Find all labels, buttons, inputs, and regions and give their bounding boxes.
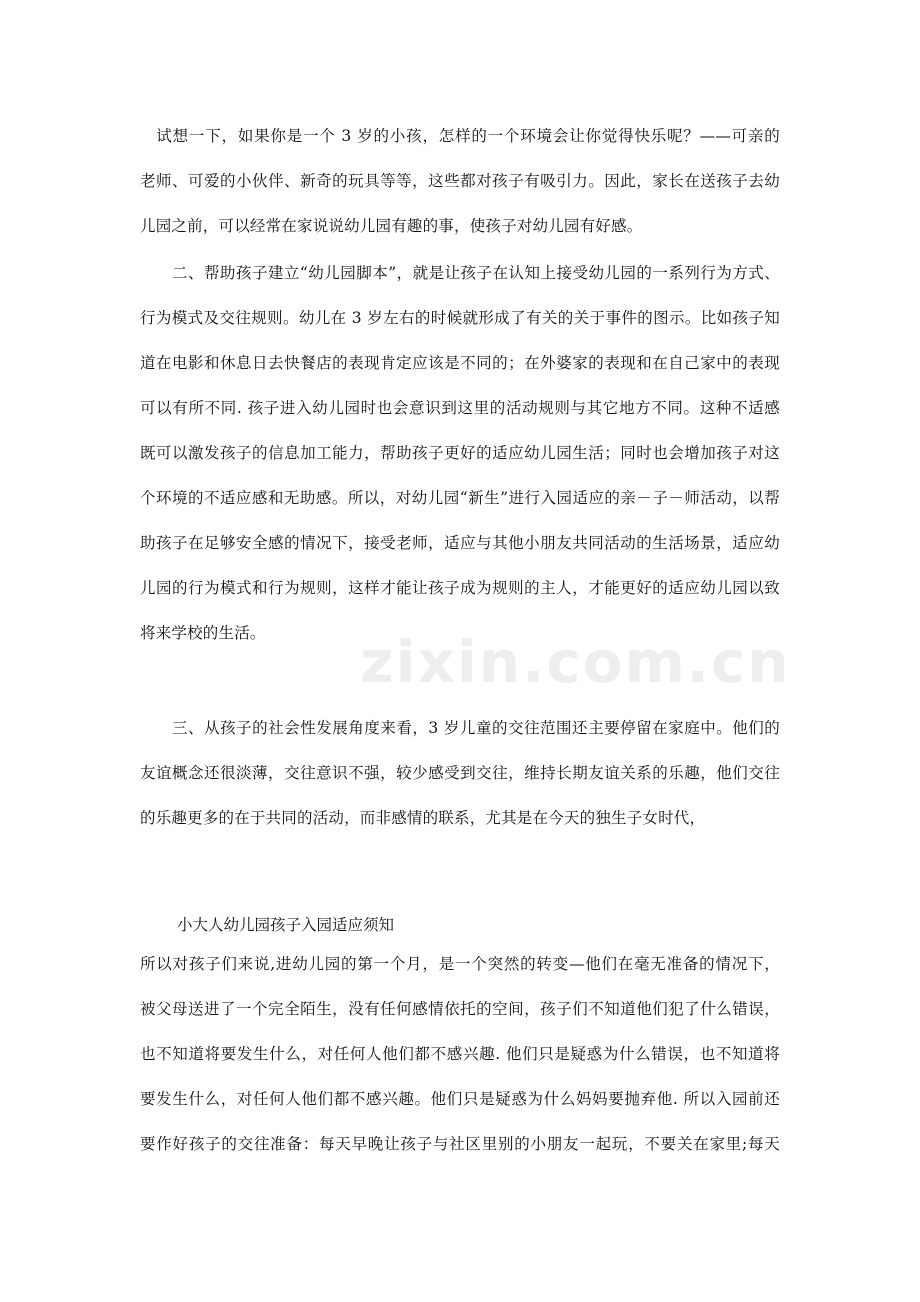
paragraph-section-three bbox=[140, 706, 780, 841]
document-subtitle: 小大人幼儿园孩子入园适应须知 bbox=[177, 916, 395, 934]
text-line: 可以有所不同. 孩子进入幼儿园时也会意识到这里的活动规则与其它地方不同。这种不适感 bbox=[140, 399, 780, 417]
text-line: 既可以激发孩子的信息加工能力，帮助孩子更好的适应幼儿园生活；同时也会增加孩子对这 bbox=[140, 444, 780, 462]
watermark: zixin.com.cn bbox=[360, 628, 791, 696]
text-line: 要作好孩子的交往准备：每天早晚让孩子与社区里别的小朋友一起玩，不要关在家里;每天 bbox=[140, 1135, 780, 1153]
text-line: 行为模式及交往规则。幼儿在 3 岁左右的时候就形成了有关的关于事件的图示。比如孩子知 bbox=[140, 309, 780, 327]
paragraph-closing bbox=[140, 942, 780, 1167]
text-line: 儿园的行为模式和行为规则，这样才能让孩子成为规则的主人，才能更好的适应幼儿园以致 bbox=[140, 579, 780, 597]
text-line: 老师、可爱的小伙伴、新奇的玩具等等，这些都对孩子有吸引力。因此，家长在送孩子去幼 bbox=[140, 172, 780, 190]
text-line: 三、从孩子的社会性发展角度来看，3 岁儿童的交往范围还主要停留在家庭中。他们的 bbox=[140, 719, 780, 737]
text-line: 试想一下，如果你是一个 3 岁的小孩，怎样的一个环境会让你觉得快乐呢？——可亲的 bbox=[140, 127, 780, 145]
text-line: 助孩子在足够安全感的情况下，接受老师，适应与其他小朋友共同活动的生活场景，适应幼 bbox=[140, 534, 780, 552]
text-line: 道在电影和休息日去快餐店的表现肯定应该是不同的；在外婆家的表现和在自己家中的表现 bbox=[140, 354, 780, 372]
text-line: 友谊概念还很淡薄，交往意识不强，较少感受到交往，维持长期友谊关系的乐趣，他们交往 bbox=[140, 764, 780, 782]
text-line: 儿园之前，可以经常在家说说幼儿园有趣的事，使孩子对幼儿园有好感。 bbox=[140, 217, 643, 235]
text-line: 个环境的不适应感和无助感。所以，对幼儿园“新生”进行入园适应的亲－子－师活动，以帮 bbox=[140, 489, 780, 507]
text-line: 被父母送进了一个完全陌生，没有任何感情依托的空间，孩子们不知道他们犯了什么错误， bbox=[140, 1000, 780, 1018]
text-line: 二、帮助孩子建立“幼儿园脚本”，就是让孩子在认知上接受幼儿园的一系列行为方式、 bbox=[140, 264, 780, 282]
text-line: 所以对孩子们来说,进幼儿园的第一个月，是一个突然的转变—他们在毫无准备的情况下， bbox=[140, 955, 780, 973]
text-line: 也不知道将要发生什么，对任何人他们都不感兴趣. 他们只是疑惑为什么错误，也不知道将 bbox=[140, 1045, 780, 1063]
text-line: 要发生什么，对任何人他们都不感兴趣。他们只是疑惑为什么妈妈要抛弃他. 所以入园前还 bbox=[140, 1090, 780, 1108]
text-line: 的乐趣更多的在于共同的活动，而非感情的联系，尤其是在今天的独生子女时代， bbox=[140, 809, 706, 827]
text-line: 将来学校的生活。 bbox=[140, 624, 266, 642]
paragraph-intro bbox=[140, 114, 780, 249]
paragraph-section-two bbox=[140, 251, 780, 656]
